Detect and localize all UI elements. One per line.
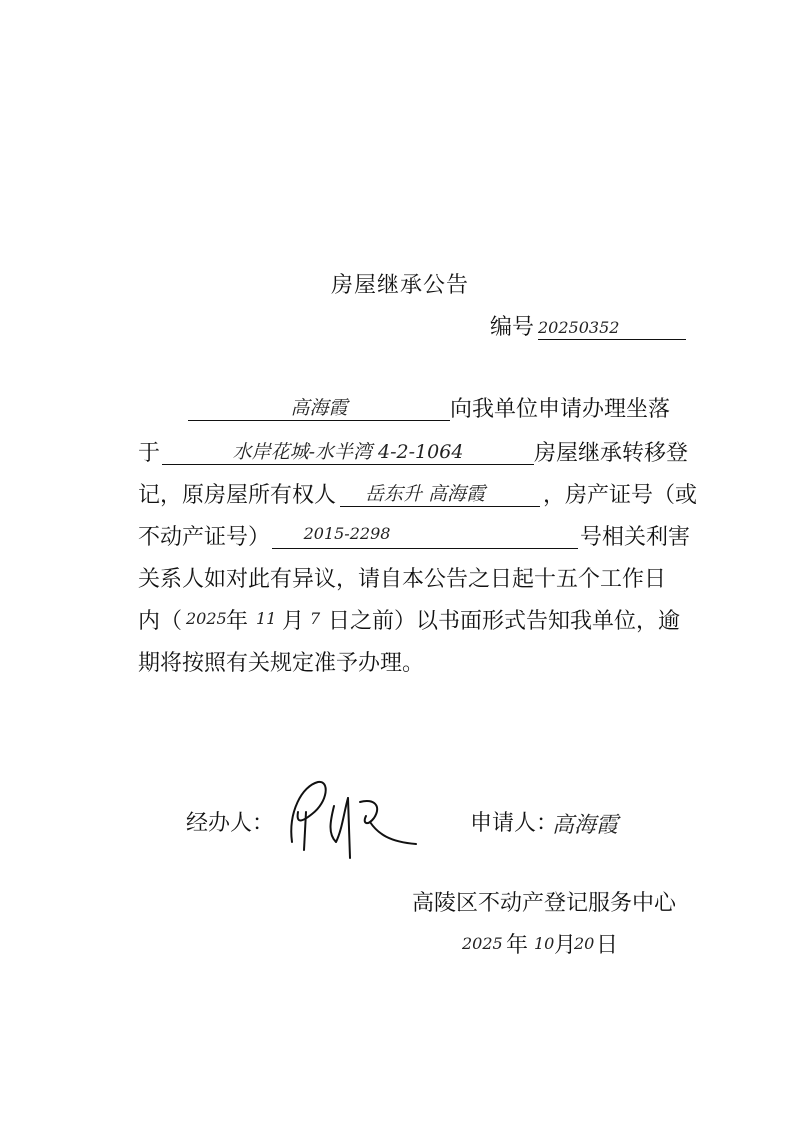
serial-value: 20250352 <box>538 318 620 337</box>
body-line7: 期将按照有关规定准予办理。 <box>138 651 425 676</box>
applicant-signature: 高海霞 <box>552 813 619 838</box>
body-line6-prefix: 内（ <box>138 609 183 634</box>
body-line6-suffix: 日之前）以书面形式告知我单位，逾 <box>328 609 681 634</box>
body-line1-suffix: 向我单位申请办理坐落 <box>450 397 671 422</box>
date-day-unit: 日 <box>596 933 619 958</box>
handler-signature <box>278 772 428 862</box>
deadline-month-unit: 月 <box>282 609 305 634</box>
date-year-unit: 年 <box>506 933 529 958</box>
location-underline <box>162 464 534 465</box>
body-line2-prefix: 于 <box>138 441 161 466</box>
original-owners-handwritten: 岳东升 高海霞 <box>364 483 486 505</box>
deadline-year-unit: 年 <box>226 609 249 634</box>
body-line2-suffix: 房屋继承转移登 <box>534 441 689 466</box>
deadline-day-handwritten: 7 <box>310 609 321 628</box>
body-line4-prefix: 不动产证号） <box>138 525 271 550</box>
serial-underline <box>538 339 686 340</box>
handler-label: 经办人： <box>186 811 275 836</box>
applicant-name-handwritten: 高海霞 <box>290 397 348 419</box>
applicant-label: 申请人： <box>470 811 559 836</box>
certificate-underline <box>272 548 578 549</box>
date-month-handwritten: 10 <box>534 934 555 953</box>
deadline-year-handwritten: 2025 <box>186 609 227 628</box>
owners-underline <box>340 506 540 507</box>
certificate-handwritten: 2015-2298 <box>303 524 391 543</box>
body-line4-suffix: 号相关利害 <box>580 525 691 550</box>
location-handwritten: 水岸花城-水半湾 4-2-1064 <box>232 441 464 463</box>
serial-label: 编号 <box>490 315 535 340</box>
date-day-handwritten: 20 <box>574 934 595 953</box>
organization-name: 高陵区不动产登记服务中心 <box>412 891 677 916</box>
applicant-underline <box>188 420 450 421</box>
date-year-handwritten: 2025 <box>462 934 503 953</box>
body-line3-suffix: ，房产证号（或 <box>543 483 698 508</box>
body-line3-prefix: 记，原房屋所有权人 <box>138 483 337 508</box>
page-title: 房屋继承公告 <box>330 273 469 298</box>
date-month-unit: 月 <box>554 933 577 958</box>
deadline-month-handwritten: 11 <box>256 609 277 628</box>
body-line5: 关系人如对此有异议，请自本公告之日起十五个工作日 <box>138 567 667 592</box>
